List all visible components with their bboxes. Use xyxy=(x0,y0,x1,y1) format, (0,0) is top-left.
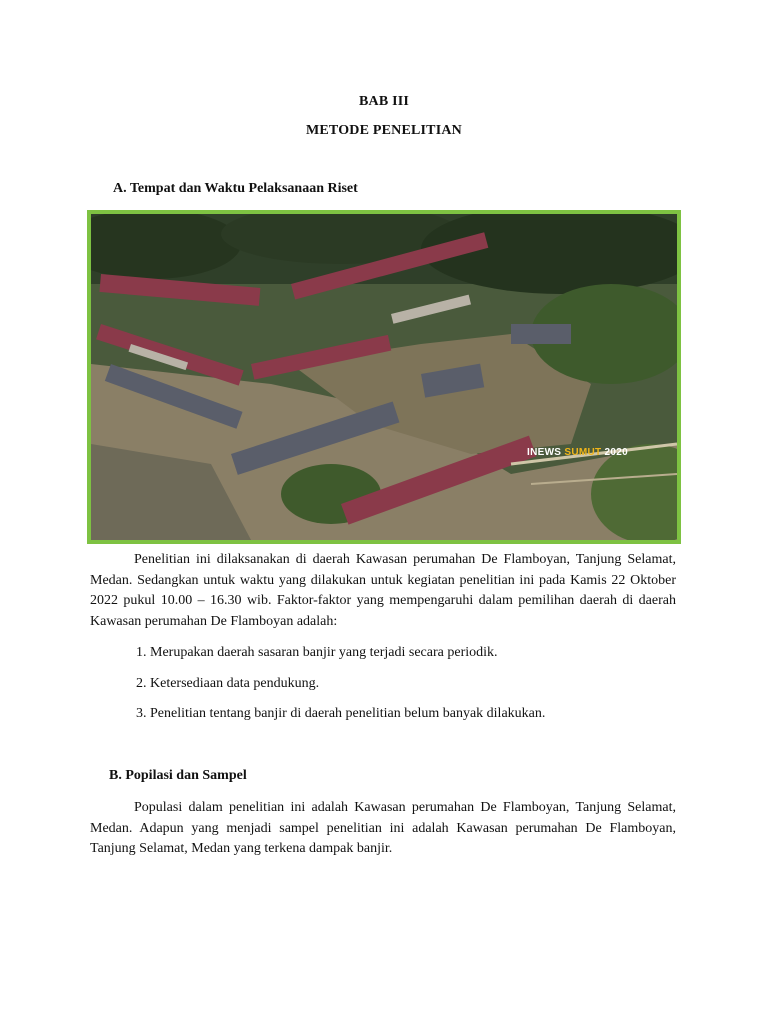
list-item-2: 2. Ketersediaan data pendukung. xyxy=(136,676,320,691)
section-b-paragraph: Populasi dalam penelitian ini adalah Kawasan perumahan De Flamboyan, Tanjung Selamat, Medan. Adapun yang menjadi sampel penelitian ini adalah Kawasan perumahan De Flamboyan, Tanjung Selamat, Medan yang terkena dampak banjir. xyxy=(90,800,676,856)
chapter-number: BAB III xyxy=(358,94,410,109)
chapter-title: METODE PENELITIAN xyxy=(305,123,462,138)
watermark-part-1: INEWS xyxy=(527,447,562,458)
watermark-part-2: SUMUT xyxy=(564,447,602,458)
section-b-heading: B. Popilasi dan Sampel xyxy=(109,768,247,783)
list-item-1: 1. Merupakan daerah sasaran banjir yang terjadi secara periodik. xyxy=(136,645,498,660)
section-a-paragraph: Penelitian ini dilaksanakan di daerah Kawasan perumahan De Flamboyan, Tanjung Selamat, Medan. Sedangkan untuk waktu yang dilakukan untuk kegiatan penelitian ini pada Kamis 22 Oktober 2022 pukul 10.00 – 16.30 wib. Faktor-faktor yang mempengaruhi dalam pemilihan daerah di daerah Kawasan perumahan De Flamboyan adalah: xyxy=(90,552,676,629)
flood-aerial-photo xyxy=(87,210,681,544)
list-item-3: 3. Penelitian tentang banjir di daerah penelitian belum banyak dilakukan. xyxy=(136,706,546,721)
watermark-part-3: 2020 xyxy=(604,447,628,458)
section-a-heading: A. Tempat dan Waktu Pelaksanaan Riset xyxy=(113,181,358,196)
aerial-photo-illustration xyxy=(91,214,677,540)
photo-watermark xyxy=(527,447,628,458)
